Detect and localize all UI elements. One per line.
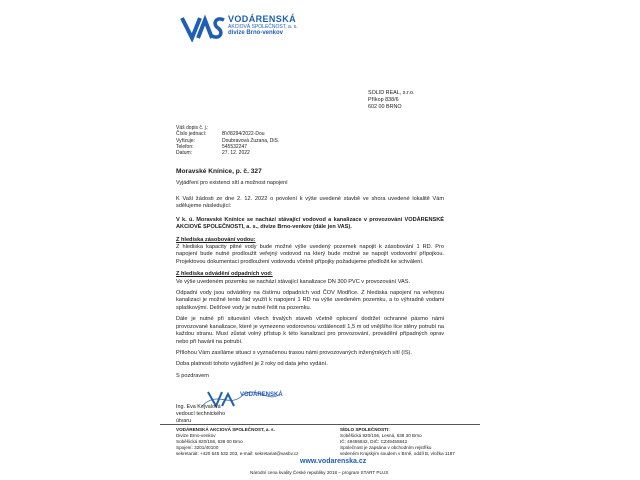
- para-sewer-1: Ve výše uvedeném pozemku se nachází stávající kanalizace DN 300 PVC v provozování VAS.: [176, 278, 411, 285]
- para-main: V k. ú. Moravské Knínice se nachází stávající vodovod a kanalizace v provozování VODÁRENSKÉ AKCIOVÉ SPOLEČNOSTI, a. s., divize Brno-venkov (dále jen VAS).: [176, 216, 444, 231]
- subject-subtitle: Vyjádření pro existenci sítí a možnost napojení: [176, 180, 288, 186]
- meta-row: Telefon: 545532247: [176, 143, 248, 150]
- footer-left: [176, 427, 298, 457]
- meta-row: Číslo jednací: BV/8294/2022-Dou: [176, 131, 265, 138]
- footer-left-line: Divize Brno-venkov: [176, 433, 216, 438]
- para-validity: Doba platnosti tohoto vyjádření je 2 roky od data jeho vydání.: [176, 361, 328, 368]
- letter-page: [150, 0, 490, 480]
- footer-divider: [160, 424, 480, 425]
- signature-block: [176, 404, 225, 426]
- sewer-heading: Z hlediska odvádění odpadních vod:: [176, 271, 273, 278]
- footer-right-line: Soběšická 820/156, Lesná, 638 30 Brno: [340, 433, 422, 438]
- stamp-text: VODÁRENSKÁ: [240, 392, 283, 398]
- water-heading: Z hlediska zásobování vodou:: [176, 236, 256, 243]
- meta-row: Vyřizuje: Doubravová Zuzana, DiS.: [176, 137, 280, 144]
- signer-name: Ing. Eva Kejvalová: [176, 404, 221, 410]
- footer-left-line: VODÁRENSKÁ AKCIOVÁ SPOLEČNOST, a. s.: [176, 427, 275, 432]
- logo-line-3: divize Brno-venkov: [228, 30, 284, 36]
- footer-right-line: Společnost je zapsána v obchodním rejstříku: [340, 445, 432, 450]
- footer-right-line: IČ: 49455842, DIČ: CZ49455842: [340, 439, 408, 444]
- recipient-name: SOLID REAL, s.r.o.: [368, 90, 415, 96]
- logo-text: [228, 14, 297, 36]
- para-intro: K Vaší žádosti ze dne 2. 12. 2022 o povolení k výše uvedené stavbě ve shora uvedené lokalitě Vám sdělujeme následující:: [176, 196, 444, 210]
- recipient-city: 602 00 BRNO: [368, 104, 402, 111]
- para-sewer-2: Odpadní vody jsou odváděny na čistírnu odpadních vod ČOV Modřice. Z hlediska napojení na veřejnou kanalizaci je možné tento řad využít k napojení 1 RD na výše uvedeném pozemku, a to výhradně vodami splaškovými. Dešťové vody je nutné řešit na pozemku.: [176, 290, 444, 311]
- para-water: Z hlediska kapacity pitné vody bude možné výše uvedený pozemek napojit k zásobování 1 RD. Pro napojení bude nutné prodloužit veřejný vodovod na který bude možné se napojit vodovodní přípojkou. Projektovou dokumentaci prodloužení vodovodu včetně přípojky požadujeme předložit ke schválení.: [176, 244, 444, 265]
- footer-left-line: Spojení: 3201/40100: [176, 445, 219, 450]
- greeting: S pozdravem: [176, 372, 209, 379]
- letter-body: [176, 196, 444, 380]
- recipient-street: Příkop 838/6: [368, 97, 399, 104]
- vas-logo-icon: [180, 12, 226, 42]
- para-attachment: Přílohou Vám zasíláme situaci s vyznačenou trasou námi provozovaných inženýrských sítí (IS).: [176, 349, 412, 356]
- meta-row: Datum: 27. 12. 2022: [176, 150, 250, 157]
- para-protection: Dále je nutné při situování všech trvalých staveb včetně oplocení dodržet ochranné pásmo námi provozované kanalizace, které je vymezeno vodorovnou vzdáleností 1,5 m od vnějšího líce stěny potrubí na každou stranu. Musí zůstat volný přístup k této kanalizaci pro provozování, provádění případných oprav nebo při havárii na potrubí.: [176, 316, 444, 345]
- meta-row: Váš dopis č. j.:: [176, 125, 209, 131]
- footer-right-line: vedeném Krajským soudem v Brně, oddíl B, vložka 1187: [340, 451, 455, 456]
- signer-role-2: útvaru: [176, 418, 191, 425]
- footer-right: [340, 427, 455, 457]
- logo-line-2: AKCIOVÁ SPOLEČNOST, a. s.: [228, 24, 298, 30]
- website-link[interactable]: www.vodarenska.cz: [300, 458, 367, 465]
- footer-left-line: sekretariát: +420 545 532 203, e-mail: sekretariat@vasbv.cz: [176, 451, 299, 456]
- award-text: Národní cena kvality České republiky 2018 – program START PLUS: [250, 470, 389, 475]
- footer-left-line: Soběšická 820/156, 638 00 Brno: [176, 439, 243, 444]
- subject-title: Moravské Knínice, p. č. 327: [176, 168, 262, 175]
- footer-right-line: SÍDLO SPOLEČNOSTI:: [340, 427, 390, 432]
- reference-block: [176, 125, 279, 156]
- recipient-address: [368, 90, 414, 112]
- logo-line-1: VODÁRENSKÁ: [228, 14, 297, 24]
- signer-role-1: vedoucí technického: [176, 411, 226, 418]
